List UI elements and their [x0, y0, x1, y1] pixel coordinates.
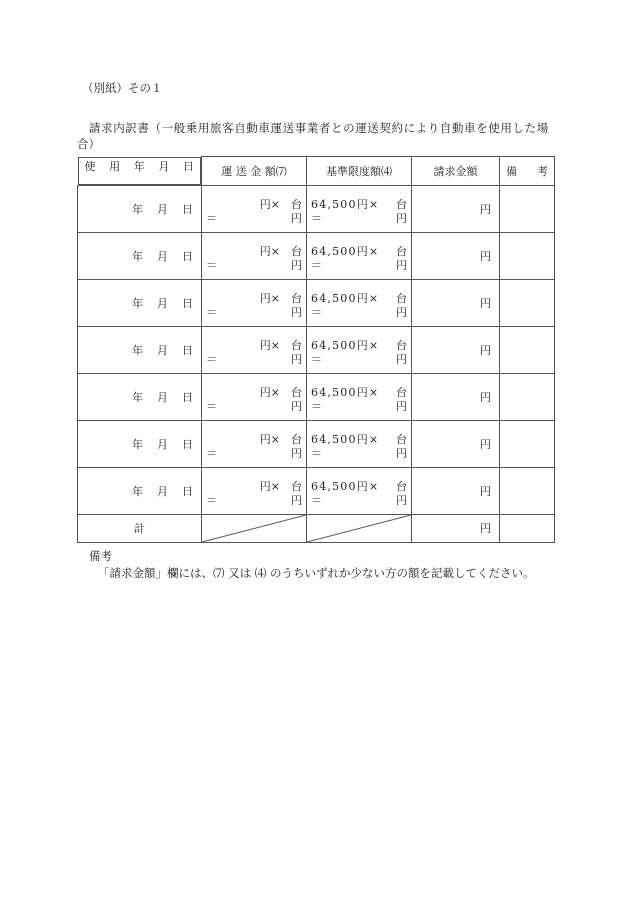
vehicle-unit: 台: [396, 197, 407, 211]
month-label: 月: [157, 202, 168, 216]
document-title-continued: 合）: [77, 137, 100, 151]
equals-sign: ＝: [311, 493, 322, 507]
year-label: 年: [132, 296, 143, 310]
remarks-field[interactable]: [500, 232, 555, 279]
remarks-field[interactable]: [500, 279, 555, 326]
month-label: 月: [157, 249, 168, 263]
standard-limit-field[interactable]: [307, 279, 412, 326]
equals-sign: ＝: [311, 211, 322, 225]
yen-unit: 円: [396, 352, 407, 366]
yen-unit: 円: [480, 522, 491, 535]
claim-amount-field[interactable]: [412, 467, 500, 514]
limit-multiplier-label: 64,500円×: [311, 432, 380, 446]
yen-unit: 円: [480, 249, 491, 263]
limit-multiplier-label: 64,500円×: [311, 244, 380, 258]
year-label: 年: [132, 202, 143, 216]
day-label: 日: [182, 390, 193, 404]
yen-unit: 円: [396, 211, 407, 225]
header-char: 日: [183, 159, 194, 173]
vehicle-unit: 台: [396, 244, 407, 258]
total-transport-fee-disabled: [202, 514, 307, 542]
equals-sign: ＝: [206, 399, 217, 413]
yen-unit: 円: [291, 399, 302, 413]
yen-unit: 円: [291, 211, 302, 225]
remarks-field[interactable]: [500, 420, 555, 467]
claim-breakdown-table: [77, 156, 555, 543]
table-row: [78, 185, 555, 232]
yen-unit: 円: [291, 258, 302, 272]
transport-fee-field[interactable]: [202, 467, 307, 514]
yen-unit: 円: [480, 390, 491, 404]
claim-amount-field[interactable]: [412, 185, 500, 232]
standard-limit-field[interactable]: [307, 232, 412, 279]
header-usage-date: [78, 157, 202, 185]
fee-multiplier-label: 円× 台: [259, 197, 302, 211]
fee-multiplier-label: 円× 台: [259, 479, 302, 493]
header-char: 年: [133, 159, 145, 173]
fee-multiplier-label: 円× 台: [259, 291, 302, 305]
equals-sign: ＝: [206, 493, 217, 507]
claim-amount-field[interactable]: [412, 373, 500, 420]
claim-amount-field[interactable]: [412, 420, 500, 467]
day-label: 日: [182, 343, 193, 357]
table-row: [78, 420, 555, 467]
day-label: 日: [182, 249, 193, 263]
yen-unit: 円: [396, 305, 407, 319]
yen-unit: 円: [480, 437, 491, 451]
notes-heading: 備考: [89, 549, 112, 563]
transport-fee-field[interactable]: [202, 232, 307, 279]
standard-limit-field[interactable]: [307, 185, 412, 232]
table-row: [78, 373, 555, 420]
transport-fee-field[interactable]: [202, 373, 307, 420]
year-label: 年: [132, 484, 143, 498]
transport-fee-field[interactable]: [202, 279, 307, 326]
usage-date-field[interactable]: [78, 467, 202, 514]
transport-fee-field[interactable]: [202, 185, 307, 232]
standard-limit-field[interactable]: [307, 467, 412, 514]
standard-limit-field[interactable]: [307, 373, 412, 420]
header-char: 月: [158, 159, 170, 173]
usage-date-field[interactable]: [78, 232, 202, 279]
day-label: 日: [182, 437, 193, 451]
header-char: 用: [109, 159, 121, 173]
year-label: 年: [132, 437, 143, 451]
yen-unit: 円: [291, 305, 302, 319]
yen-unit: 円: [396, 258, 407, 272]
equals-sign: ＝: [311, 399, 322, 413]
month-label: 月: [157, 437, 168, 451]
month-label: 月: [157, 296, 168, 310]
vehicle-unit: 台: [396, 338, 407, 352]
claim-amount-field[interactable]: [412, 232, 500, 279]
yen-unit: 円: [291, 352, 302, 366]
fee-multiplier-label: 円× 台: [259, 338, 302, 352]
yen-unit: 円: [291, 493, 302, 507]
claim-amount-field[interactable]: [412, 279, 500, 326]
standard-limit-field[interactable]: [307, 420, 412, 467]
yen-unit: 円: [396, 399, 407, 413]
yen-unit: 円: [396, 493, 407, 507]
equals-sign: ＝: [206, 258, 217, 272]
usage-date-field[interactable]: [78, 279, 202, 326]
total-claim-amount-field[interactable]: [412, 514, 500, 542]
equals-sign: ＝: [206, 446, 217, 460]
vehicle-unit: 台: [396, 291, 407, 305]
limit-multiplier-label: 64,500円×: [311, 338, 380, 352]
equals-sign: ＝: [311, 352, 322, 366]
header-char: 考: [537, 164, 548, 178]
claim-amount-field[interactable]: [412, 326, 500, 373]
yen-unit: 円: [480, 343, 491, 357]
usage-date-field[interactable]: [78, 373, 202, 420]
yen-unit: 円: [396, 446, 407, 460]
remarks-field[interactable]: [500, 185, 555, 232]
equals-sign: ＝: [206, 211, 217, 225]
yen-unit: 円: [480, 484, 491, 498]
total-label: 計: [78, 514, 202, 542]
year-label: 年: [132, 390, 143, 404]
equals-sign: ＝: [206, 305, 217, 319]
usage-date-field[interactable]: [78, 326, 202, 373]
limit-multiplier-label: 64,500円×: [311, 291, 380, 305]
transport-fee-field[interactable]: [202, 326, 307, 373]
day-label: 日: [182, 296, 193, 310]
annex-label: （別紙）その１: [82, 81, 163, 95]
equals-sign: ＝: [206, 352, 217, 366]
remarks-field[interactable]: [500, 373, 555, 420]
header-standard-limit: 基準限度額⑷: [307, 157, 412, 186]
transport-fee-field[interactable]: [202, 420, 307, 467]
table-row: [78, 232, 555, 279]
vehicle-unit: 台: [396, 432, 407, 446]
day-label: 日: [182, 484, 193, 498]
document-title: 請求内訳書（一般乗用旅客自動車運送事業者との運送契約により自動車を使用した場: [89, 121, 549, 135]
table-row: [78, 279, 555, 326]
standard-limit-field[interactable]: [307, 326, 412, 373]
equals-sign: ＝: [311, 305, 322, 319]
header-claim-amount: 請求金額: [412, 157, 500, 186]
fee-multiplier-label: 円× 台: [259, 244, 302, 258]
vehicle-unit: 台: [396, 385, 407, 399]
header-char: 備: [506, 164, 517, 178]
header-char: 使: [84, 159, 96, 173]
day-label: 日: [182, 202, 193, 216]
month-label: 月: [157, 343, 168, 357]
table-row: [78, 326, 555, 373]
vehicle-unit: 台: [396, 479, 407, 493]
usage-date-field[interactable]: [78, 185, 202, 232]
limit-multiplier-label: 64,500円×: [311, 197, 380, 211]
yen-unit: 円: [480, 202, 491, 216]
yen-unit: 円: [291, 446, 302, 460]
total-remarks-field[interactable]: [500, 514, 555, 542]
equals-sign: ＝: [311, 446, 322, 460]
header-remarks: [500, 157, 555, 186]
fee-multiplier-label: 円× 台: [259, 385, 302, 399]
total-row: [78, 514, 555, 542]
table-header-row: [78, 157, 555, 186]
year-label: 年: [132, 249, 143, 263]
remarks-field[interactable]: [500, 467, 555, 514]
limit-multiplier-label: 64,500円×: [311, 479, 380, 493]
fee-multiplier-label: 円× 台: [259, 432, 302, 446]
usage-date-field[interactable]: [78, 420, 202, 467]
month-label: 月: [157, 390, 168, 404]
equals-sign: ＝: [311, 258, 322, 272]
remarks-field[interactable]: [500, 326, 555, 373]
diagonal-strike-icon: [202, 515, 306, 542]
year-label: 年: [132, 343, 143, 357]
limit-multiplier-label: 64,500円×: [311, 385, 380, 399]
table-row: [78, 467, 555, 514]
yen-unit: 円: [480, 296, 491, 310]
notes-body: 「請求金額」欄には、⑺ 又は ⑷ のうちいずれか少ない方の額を記載してください。: [98, 566, 535, 580]
diagonal-strike-icon: [307, 515, 411, 542]
month-label: 月: [157, 484, 168, 498]
header-transport-fee: 運 送 金 額⑺: [202, 157, 307, 186]
total-standard-limit-disabled: [307, 514, 412, 542]
